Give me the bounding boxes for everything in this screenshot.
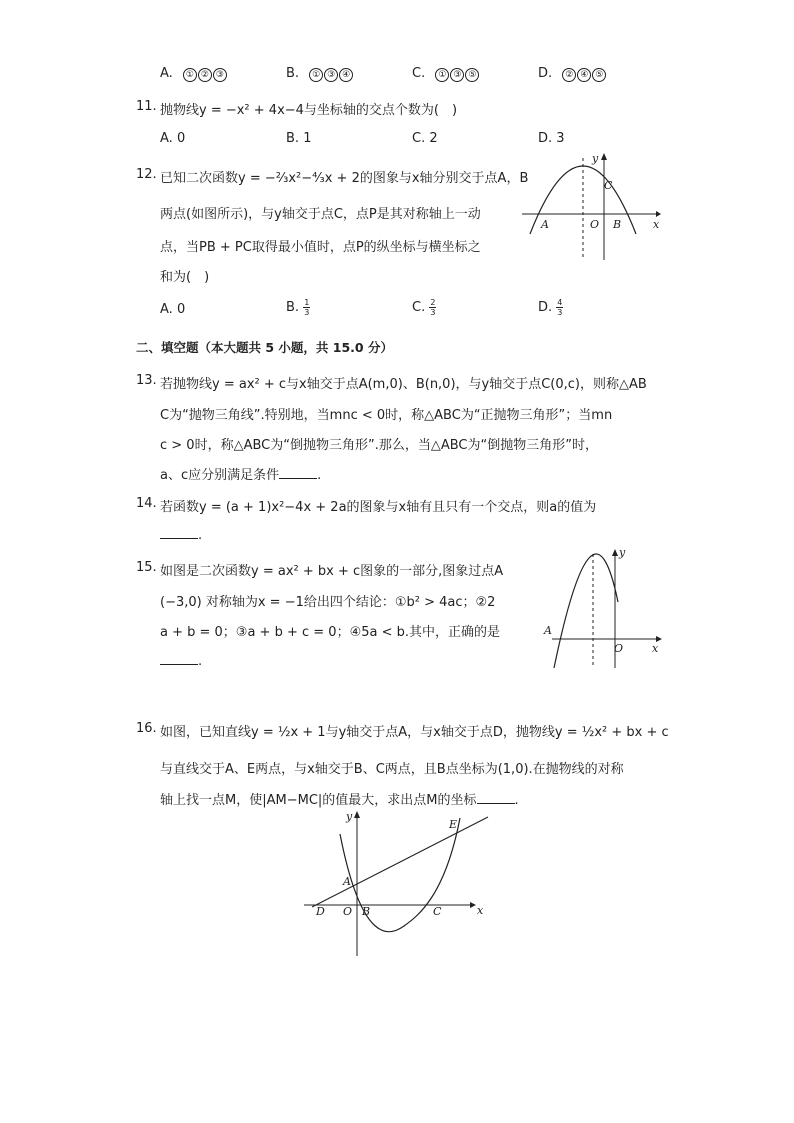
question-number: 12. (136, 167, 157, 182)
q12-option-b (286, 298, 310, 317)
answer-blank[interactable] (160, 652, 198, 665)
q12-option-c (412, 298, 436, 317)
option-label: A. (160, 131, 173, 146)
y-axis-arrow (612, 549, 618, 556)
option-label: C. (412, 131, 426, 146)
y-axis-label: y (592, 152, 599, 165)
y-axis-label: y (619, 546, 626, 559)
option-label: B. (286, 131, 300, 146)
q15-stem-line2: (−3,0) 对称轴为x = −1给出四个结论：①b² > 4ac；②2 (160, 595, 496, 610)
question-number: 11. (136, 99, 157, 114)
option-label: A. (160, 302, 173, 317)
x-axis-arrow (656, 211, 661, 217)
x-axis-label: x (653, 218, 660, 231)
q15-figure (520, 542, 666, 670)
denominator: 3 (304, 308, 310, 317)
section-heading: 二、填空题（本大题共 5 小题，共 15.0 分） (136, 340, 393, 355)
option-label: A. (160, 66, 173, 81)
numerator: 2 (430, 298, 436, 307)
circled-number: ④ (577, 68, 591, 82)
q14-stem-line1: 若函数y = (a + 1)x²−4x + 2a的图象与x轴有且只有一个交点，则a的值为 (160, 500, 597, 515)
circled-number: ⑤ (592, 68, 606, 82)
answer-blank[interactable] (477, 791, 515, 804)
option-label: C. (412, 300, 426, 315)
fraction (429, 298, 436, 317)
point-a-label: A (343, 875, 351, 888)
circled-number: ① (309, 68, 323, 82)
q12-option-d (538, 298, 563, 317)
point-c-label: C (604, 179, 613, 192)
option-value (562, 66, 607, 81)
q14-stem-line2 (160, 526, 202, 543)
q10-option-a (160, 66, 228, 82)
numerator: 1 (304, 298, 310, 307)
q12-stem-line4: 和为( ) (160, 270, 210, 285)
period: . (514, 793, 519, 808)
q13-stem-line4 (160, 464, 321, 483)
option-value (183, 66, 228, 81)
option-label: B. (286, 66, 300, 81)
y-axis-arrow (354, 811, 360, 818)
point-c-label: C (433, 905, 442, 918)
q16-stem-line1: 如图，已知直线y = ½x + 1与y轴交于点A，与x轴交于点D，抛物线y = ½x² + bx + c (160, 725, 669, 740)
option-value (435, 66, 480, 81)
option-value: 0 (176, 131, 186, 146)
option-value (309, 66, 354, 81)
origin-label: O (590, 218, 600, 231)
question-number: 16. (136, 721, 157, 736)
circled-number: ① (435, 68, 449, 82)
question-number: 13. (136, 373, 157, 388)
point-b-label: B (362, 905, 371, 918)
numerator: 4 (557, 298, 563, 307)
period: . (198, 654, 203, 669)
q10-option-d (538, 66, 607, 82)
circled-number: ③ (324, 68, 338, 82)
question-number: 14. (136, 496, 157, 511)
q11-option-b (286, 131, 311, 146)
period: . (198, 528, 203, 543)
q12-stem-line3: 点，当PB + PC取得最小值时，点P的纵坐标与横坐标之 (160, 240, 481, 255)
option-label: C. (412, 66, 426, 81)
origin-label: O (614, 642, 624, 655)
point-a-label: A (544, 624, 552, 637)
q15-stem-line3: a + b = 0；③a + b + c = 0；④5a < b.其中，正确的是 (160, 625, 500, 640)
q13-line4-text: a、c应分别满足条件 (160, 468, 280, 483)
point-d-label: D (316, 905, 325, 918)
circled-number: ② (198, 68, 212, 82)
q11-option-a (160, 131, 185, 146)
denominator: 3 (557, 308, 563, 317)
q13-stem-line2: C为“抛物三角线”.特别地，当mnc < 0时，称△ABC为“正抛物三角形”；当mn (160, 408, 613, 423)
option-label: B. (286, 300, 300, 315)
q15-stem-line4 (160, 652, 202, 669)
denominator: 3 (430, 308, 436, 317)
parabola-curve (554, 554, 618, 668)
q12-stem-line2: 两点(如图所示)，与y轴交于点C，点P是其对称轴上一动 (160, 207, 481, 222)
q12-stem-line1: 已知二次函数y = −⅔x²−⁴⁄₃x + 2的图象与x轴分别交于点A，B (160, 171, 529, 186)
circled-number: ⑤ (465, 68, 479, 82)
point-a-label: A (541, 218, 549, 231)
option-value: 1 (303, 131, 312, 146)
point-b-label: B (613, 218, 622, 231)
circled-number: ③ (450, 68, 464, 82)
x-axis-label: x (477, 904, 484, 917)
y-axis-label: y (346, 810, 353, 823)
q12-figure (522, 148, 664, 262)
q11-option-d (538, 131, 565, 146)
option-label: D. (538, 131, 553, 146)
q16-stem-line2: 与直线交于A、E两点，与x轴交于B、C两点，且B点坐标为(1,0).在抛物线的对称 (160, 762, 624, 777)
option-label: D. (538, 300, 553, 315)
circled-number: ③ (213, 68, 227, 82)
fraction (556, 298, 563, 317)
q16-line3-text: 轴上找一点M，使|AM−MC|的值最大，求出点M的坐标 (160, 793, 477, 808)
q12-option-a (160, 302, 185, 317)
circled-number: ① (183, 68, 197, 82)
option-label: D. (538, 66, 553, 81)
q16-figure (300, 806, 496, 958)
q11-stem: 抛物线y = −x² + 4x−4与坐标轴的交点个数为( ) (160, 103, 458, 118)
x-axis-arrow (470, 902, 476, 908)
q10-option-c (412, 66, 480, 82)
y-axis-arrow (601, 153, 607, 160)
option-value: 3 (556, 131, 565, 146)
q11-option-c (412, 131, 438, 146)
q10-option-b (286, 66, 354, 82)
option-value: 2 (429, 131, 438, 146)
line-de (312, 817, 488, 907)
origin-label: O (343, 905, 353, 918)
answer-blank[interactable] (160, 526, 198, 539)
period: . (317, 468, 322, 483)
q15-stem-line1: 如图是二次函数y = ax² + bx + c图象的一部分,图象过点A (160, 564, 504, 579)
q13-stem-line3: c > 0时，称△ABC为“倒抛物三角形”.那么，当△ABC为“倒抛物三角形”时， (160, 438, 598, 453)
question-number: 15. (136, 560, 157, 575)
fraction (303, 298, 310, 317)
option-value: 0 (176, 302, 186, 317)
x-axis-label: x (652, 642, 659, 655)
q13-stem-line1: 若抛物线y = ax² + c与x轴交于点A(m,0)、B(n,0)，与y轴交于点C(0,c)，则称△AB (160, 377, 647, 392)
parabola-curve (340, 818, 460, 932)
circled-number: ② (562, 68, 576, 82)
point-e-label: E (449, 818, 458, 831)
answer-blank[interactable] (279, 466, 317, 479)
circled-number: ④ (339, 68, 353, 82)
